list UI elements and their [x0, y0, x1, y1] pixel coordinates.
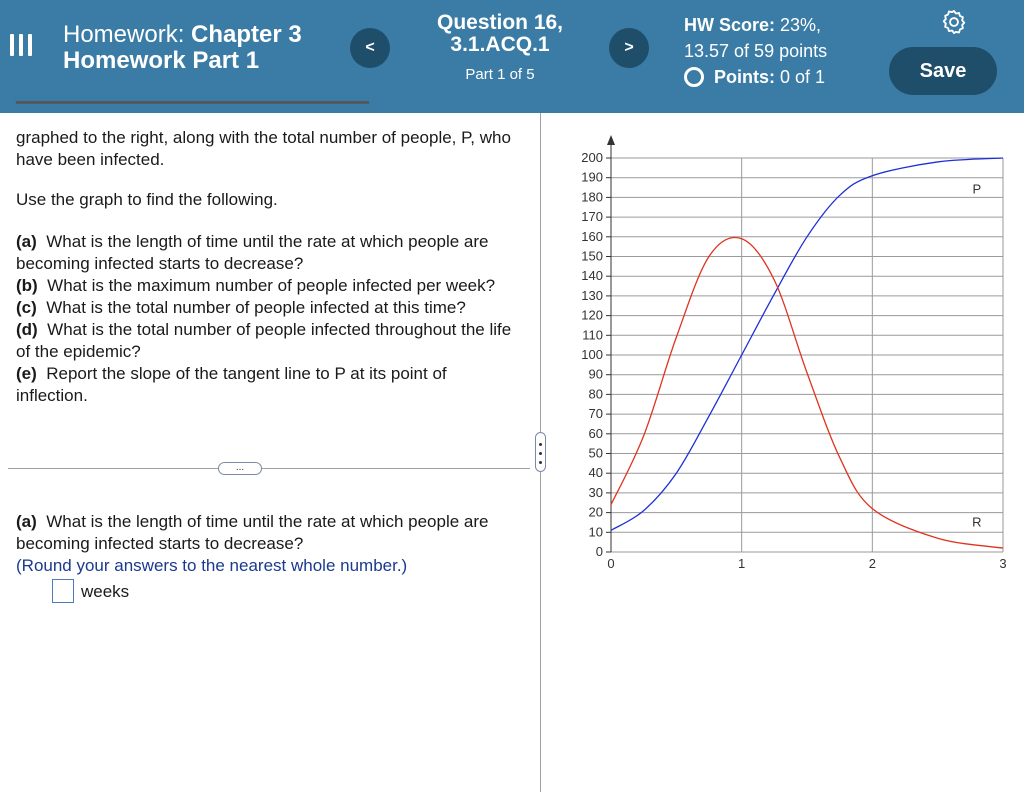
- y-tick-label: 200: [581, 150, 603, 165]
- y-tick-label: 110: [582, 327, 603, 343]
- chevron-left-icon: <: [365, 39, 375, 56]
- homework-title: [63, 22, 353, 74]
- y-tick-label: 10: [588, 524, 603, 540]
- pane-resize-handle[interactable]: [535, 432, 546, 472]
- save-button[interactable]: Save: [889, 47, 997, 95]
- score-panel: [684, 12, 884, 90]
- y-tick-label: 40: [588, 465, 603, 481]
- y-tick-label: 100: [581, 347, 603, 362]
- hw-score-value: 23%,: [780, 15, 822, 35]
- hw-score-label: HW Score:: [684, 15, 776, 35]
- graph-panel: [555, 125, 1024, 585]
- problem-item: (d) What is the total number of people infected throughout the life of the epidemic?: [16, 320, 512, 361]
- x-tick-label: 0: [607, 556, 615, 571]
- progress-ring-icon: [684, 67, 704, 87]
- y-tick-label: 60: [588, 425, 603, 441]
- header-bar: [0, 0, 1024, 113]
- y-tick-label: 190: [581, 169, 603, 185]
- y-tick-label: 90: [588, 366, 603, 382]
- x-tick-label: 1: [738, 556, 746, 571]
- section-divider: [8, 468, 530, 469]
- series-line-R: [611, 238, 1003, 549]
- y-tick-label: 0: [595, 544, 603, 559]
- y-tick-label: 20: [588, 504, 603, 520]
- series-label-P: P: [972, 181, 982, 197]
- points-total: 13.57 of 59 points: [684, 41, 828, 61]
- y-tick-label: 170: [581, 209, 603, 225]
- homework-title-name: Chapter 3 Homework Part 1: [63, 21, 302, 74]
- answer-input[interactable]: [52, 579, 74, 603]
- question-part: Part 1 of 5: [465, 66, 535, 83]
- x-tick-label: 3: [999, 556, 1007, 571]
- points-value: 0 of 1: [780, 67, 826, 87]
- settings-gear-icon[interactable]: [940, 8, 968, 36]
- cutoff-text: ▔▔▔▔▔▔▔▔▔▔▔▔▔▔▔▔▔▔▔▔▔▔▔▔▔▔▔: [16, 102, 369, 121]
- answer-unit-label: weeks: [81, 582, 130, 601]
- y-tick-label: 150: [581, 248, 603, 264]
- expand-details-button[interactable]: ...: [218, 462, 262, 475]
- chart-svg: [555, 125, 1024, 585]
- y-tick-label: 160: [581, 228, 603, 244]
- problem-instruction: Use the graph to find the following.: [16, 190, 278, 209]
- problem-item: (a) What is the length of time until the rate at which people are becoming infected starts to decrease?: [16, 232, 489, 273]
- problem-item: (c) What is the total number of people infected at this time?: [16, 298, 466, 317]
- menu-icon[interactable]: [10, 34, 32, 56]
- problem-item: (b) What is the maximum number of people infected per week?: [16, 276, 496, 295]
- next-question-button[interactable]: [609, 28, 649, 68]
- y-tick-label: 180: [581, 189, 603, 205]
- homework-title-prefix: Homework:: [63, 21, 185, 48]
- series-label-R: R: [972, 514, 982, 530]
- y-tick-label: 140: [581, 268, 603, 284]
- previous-question-button[interactable]: [350, 28, 390, 68]
- x-tick-label: 2: [868, 556, 876, 571]
- problem-intro: graphed to the right, along with the total number of people, P, who have been infected.: [16, 128, 511, 169]
- chevron-right-icon: >: [624, 39, 634, 56]
- y-tick-label: 70: [588, 406, 603, 422]
- y-tick-label: 30: [588, 484, 603, 500]
- points-label: Points:: [714, 67, 775, 87]
- series-line-P: [611, 158, 1003, 530]
- question-info: [420, 12, 580, 83]
- y-tick-label: 50: [588, 445, 603, 461]
- y-axis-arrow-icon: [607, 135, 615, 145]
- problem-item-list: [16, 231, 516, 407]
- question-title: Question 16, 3.1.ACQ.1: [436, 11, 564, 56]
- y-tick-label: 120: [581, 307, 603, 323]
- y-tick-label: 130: [581, 287, 603, 303]
- y-tick-label: 80: [588, 386, 603, 402]
- round-instruction: (Round your answers to the nearest whole number.): [16, 556, 408, 575]
- problem-item: (e) Report the slope of the tangent line to P at its point of inflection.: [16, 364, 447, 405]
- question-pane: [0, 102, 540, 792]
- current-part-question: (a) What is the length of time until the rate at which people are becoming infected starts to decrease?: [16, 512, 489, 553]
